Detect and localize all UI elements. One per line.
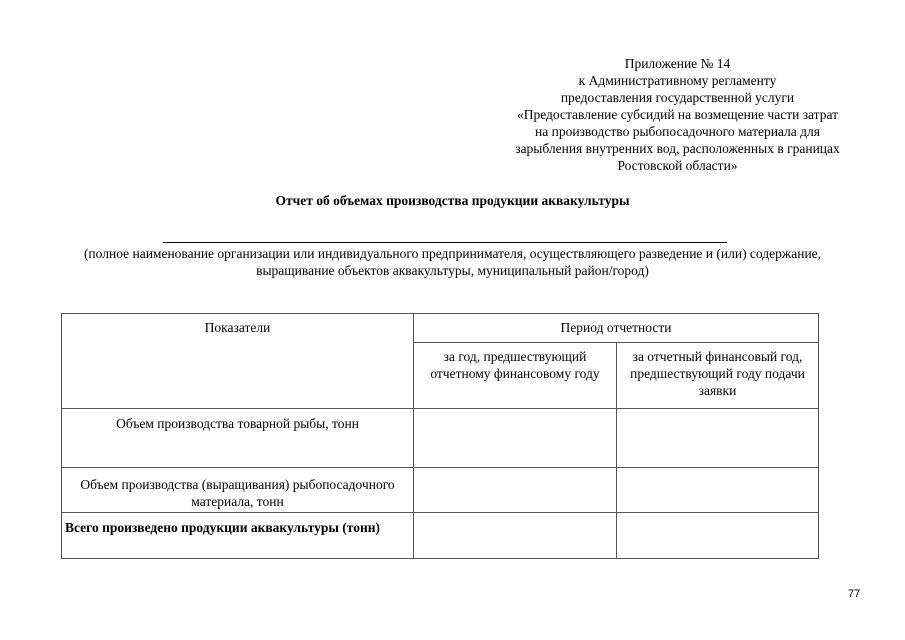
caption-line: (полное наименование организации или индивидуального предпринимателя, осуществляющего разведение и (или) содержание,: [83, 246, 822, 261]
row-total-label: Всего произведено продукции аквакультуры (тонн): [62, 513, 414, 559]
appendix-line: Ростовской области»: [617, 158, 738, 173]
subheader-report-year: за отчетный финансовый год, предшествующий году подачи заявки: [617, 343, 819, 409]
subheader-prev-year: за год, предшествующий отчетному финансовому году: [414, 343, 617, 409]
row-prev-year-value: [414, 409, 617, 468]
page-number: 77: [848, 588, 861, 600]
header-period: Период отчетности: [414, 314, 819, 343]
organization-name-caption: [20, 245, 885, 279]
table-row: [62, 409, 819, 468]
report-table: [61, 313, 819, 559]
appendix-line: Приложение № 14: [624, 56, 731, 71]
appendix-line: предоставления государственной услуги: [560, 90, 795, 105]
table-row: [62, 468, 819, 513]
appendix-line: зарыбления внутренних вод, расположенных в границах: [515, 141, 840, 156]
row-report-year-value: [617, 513, 819, 559]
organization-name-fill-line: [163, 242, 727, 243]
appendix-line: к Административному регламенту: [578, 73, 777, 88]
caption-line: выращивание объектов аквакультуры, муниципальный район/город): [256, 263, 649, 278]
appendix-line: «Предоставление субсидий на возмещение части затрат: [516, 107, 839, 122]
appendix-header: [480, 55, 875, 174]
row-prev-year-value: [414, 513, 617, 559]
row-report-year-value: [617, 468, 819, 513]
table-row: [62, 513, 819, 559]
header-indicators: Показатели: [62, 314, 414, 409]
row-label: Объем производства (выращивания) рыбопосадочного материала, тонн: [62, 468, 414, 513]
row-prev-year-value: [414, 468, 617, 513]
document-title: Отчет об объемах производства продукции аквакультуры: [275, 193, 630, 208]
row-report-year-value: [617, 409, 819, 468]
appendix-line: на производство рыбопосадочного материала для: [535, 124, 820, 139]
row-label: Объем производства товарной рыбы, тонн: [62, 409, 414, 468]
